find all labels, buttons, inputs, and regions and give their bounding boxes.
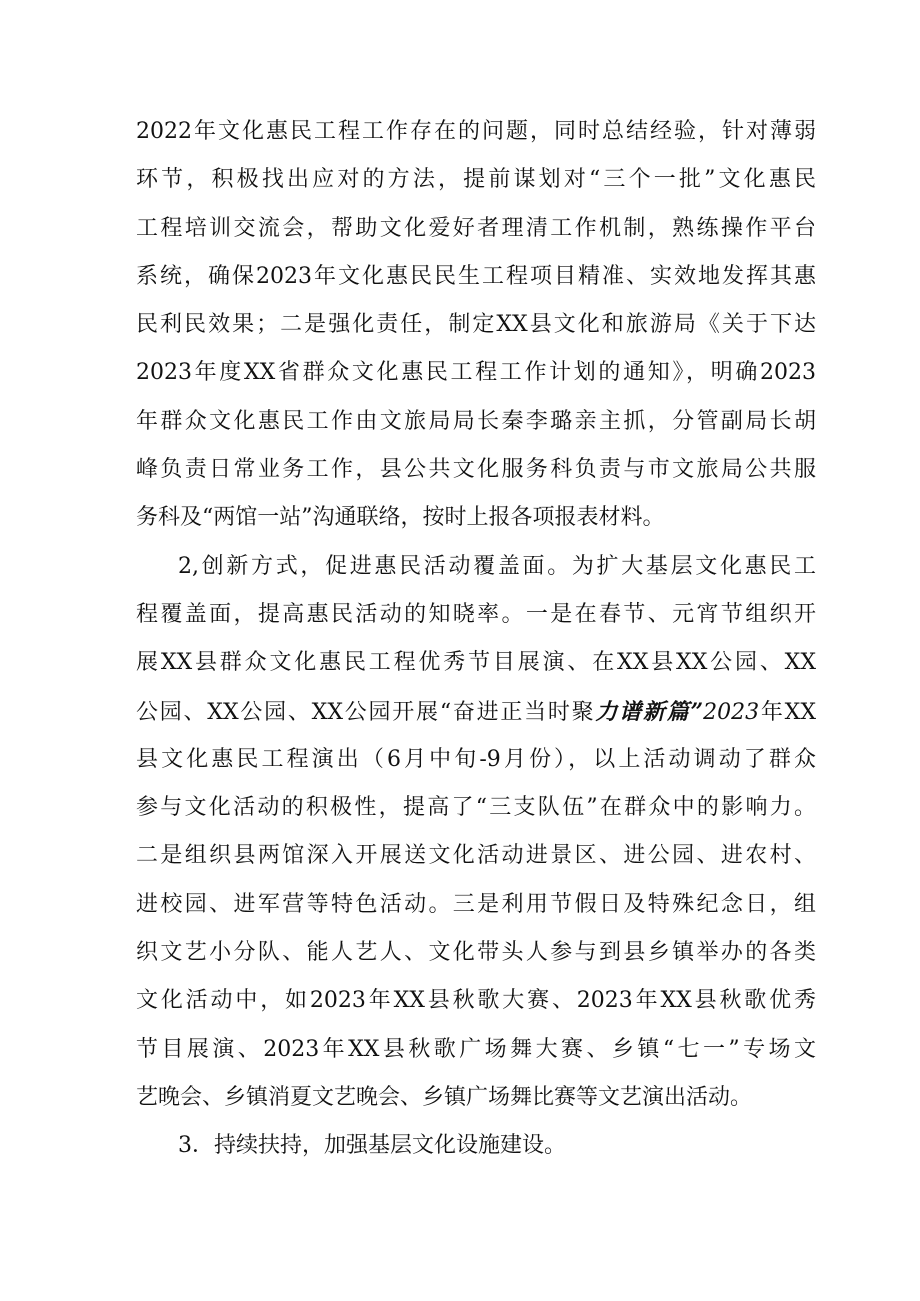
text-segment: 公园、XX公园、XX公园开展“奋进正当时聚 [136,699,596,725]
text-line: 二是组织县两馆深入开展送文化活动进景区、进公园、进农村、 [136,843,816,869]
paragraph-2 [136,543,816,1123]
document-body [136,108,816,1171]
text-line: 工程培训交流会，帮助文化爱好者理清工作机制，熟练操作平台 [136,215,816,241]
text-line: 2023年度XX省群众文化惠民工程工作计划的通知》，明确2023 [136,360,816,386]
text-line: 程覆盖面，提高惠民活动的知晓率。一是在春节、元宵节组织开 [136,601,816,627]
text-line: 织文艺小分队、能人艺人、文化带头人参与到县乡镇举办的各类 [136,940,816,966]
text-line: 文化活动中，如2023年XX县秋歌大赛、2023年XX县秋歌优秀 [136,988,816,1014]
paragraph-1 [136,108,816,543]
text-line: 系统，确保2023年文化惠民民生工程项目精准、实效地发挥其惠 [136,263,816,289]
text-segment: 年XX [759,699,816,725]
text-line: 民利民效果；二是强化责任，制定XX县文化和旅游局《关于下达 [136,312,816,338]
text-line: 务科及“两馆一站”沟通联络，按时上报各项报表材料。 [136,505,665,531]
text-line: 县文化惠民工程演出（6月中旬-9月份），以上活动调动了群众 [136,746,816,772]
text-line: 展XX县群众文化惠民工程优秀节目展演、在XX县XX公园、XX [136,650,816,676]
section-heading: 3．持续扶持，加强基层文化设施建设。 [178,1133,566,1159]
text-line: 2022年文化惠民工程工作存在的问题，同时总结经验，针对薄弱 [136,119,816,144]
text-line-mixed [136,688,816,736]
text-line: 节目展演、2023年XX县秋歌广场舞大赛、乡镇“七一”专场文 [136,1036,816,1062]
text-line: 峰负责日常业务工作，县公共文化服务科负责与市文旅局公共服 [136,457,816,483]
emphasized-text: 力谱新篇” [595,698,704,725]
text-line: 进校园、进军营等特色活动。三是利用节假日及特殊纪念日，组 [136,891,816,917]
text-line: 艺晚会、乡镇消夏文艺晚会、乡镇广场舞比赛等文艺演出活动。 [136,1084,753,1110]
text-line: 参与文化活动的积极性，提高了“三支队伍”在群众中的影响力。 [136,795,816,821]
paragraph-3 [136,1122,816,1170]
text-line: 环节，积极找出应对的方法，提前谋划对“三个一批”文化惠民 [136,167,816,193]
text-line: 年群众文化惠民工作由文旅局局长秦李璐亲主抓，分管副局长胡 [136,408,816,434]
italic-text: 2023 [703,699,760,725]
text-line: 2,创新方式，促进惠民活动覆盖面。为扩大基层文化惠民工 [178,553,816,579]
